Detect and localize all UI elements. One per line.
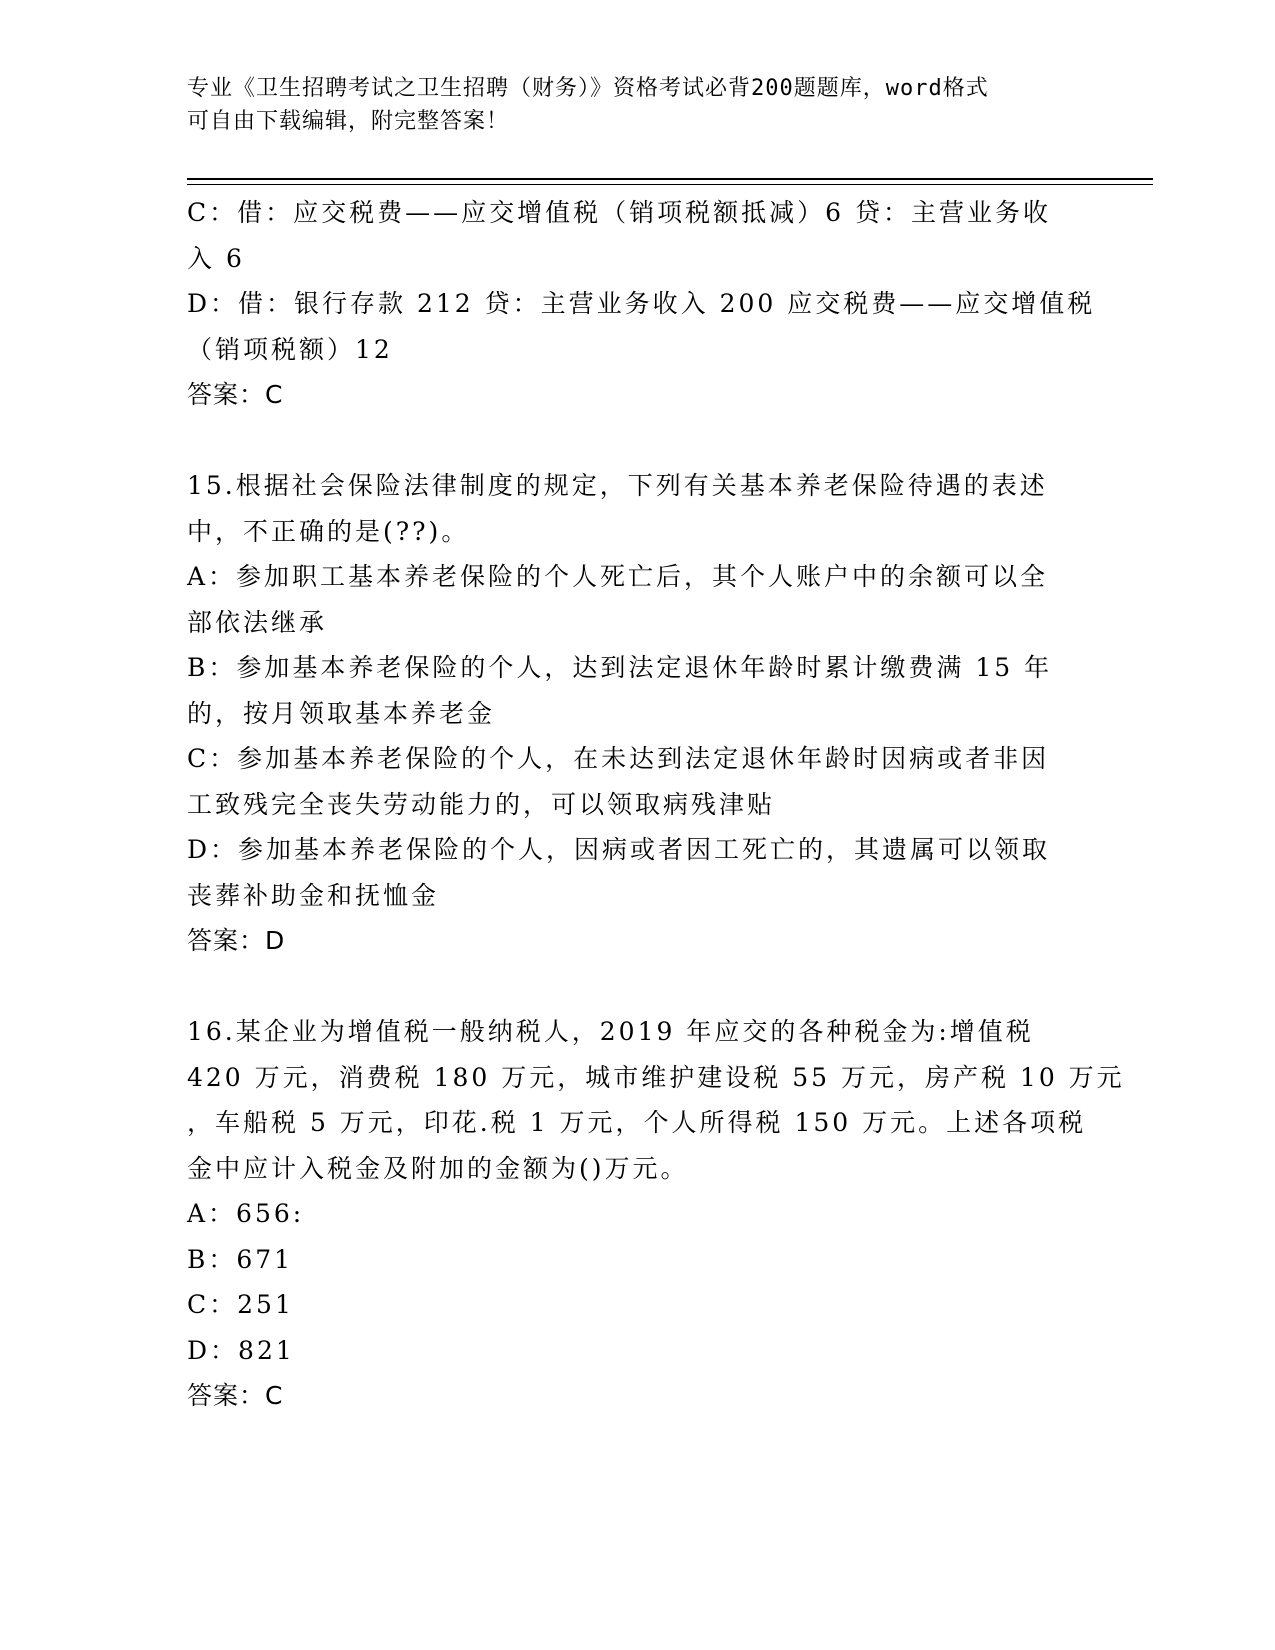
q14-option-d-line-2: （销项税额）12 <box>187 334 393 364</box>
document-header <box>187 72 1067 138</box>
header-divider-thick <box>187 178 1153 180</box>
q15-option-d-line-1: D：参加基本养老保险的个人，因病或者因工死亡的，其遗属可以领取 <box>187 835 1051 864</box>
q15-answer: 答案：D <box>187 926 286 955</box>
q16-option-a: A：656: <box>187 1199 305 1228</box>
question-15 <box>187 463 1067 964</box>
q16-stem-line-4: 金中应计入税金及附加的金额为()万元。 <box>187 1153 689 1183</box>
q16-stem-line-2: 420 万元，消费税 180 万元，城市维护建设税 55 万元，房产税 10 万元 <box>187 1062 1125 1092</box>
spacer <box>187 418 1067 464</box>
q16-stem-line-3: ，车船税 5 万元，印花.税 1 万元，个人所得税 150 万元。上述各项税 <box>187 1108 1087 1137</box>
q15-stem-line-2: 中，不正确的是(??)。 <box>187 516 470 546</box>
header-divider-thin <box>187 184 1153 185</box>
question-14 <box>187 190 1096 418</box>
document-body <box>187 190 1125 1419</box>
question-16 <box>187 1009 1125 1419</box>
spacer <box>187 964 1067 1010</box>
q15-option-c-line-1: C：参加基本养老保险的个人，在未达到法定退休年龄时因病或者非因 <box>187 744 1050 773</box>
header-line-2: 可自由下载编辑，附完整答案！ <box>187 109 510 134</box>
q16-answer: 答案：C <box>187 1381 284 1410</box>
q16-option-b: B：671 <box>187 1244 294 1274</box>
q16-option-c: C：251 <box>187 1290 294 1319</box>
q14-option-d-line-1: D：借：银行存款 212 贷：主营业务收入 200 应交税费——应交增值税 <box>187 289 1096 318</box>
q14-answer: 答案：C <box>187 380 284 409</box>
q15-option-d-line-2: 丧葬补助金和抚恤金 <box>187 880 440 910</box>
q15-option-c-line-2: 工致残完全丧失劳动能力的，可以领取病残津贴 <box>187 789 776 819</box>
q15-option-b-line-1: B：参加基本养老保险的个人，达到法定退休年龄时累计缴费满 15 年 <box>187 653 1053 682</box>
header-line-1: 专业《卫生招聘考试之卫生招聘（财务）》资格考试必背200题题库，word格式 <box>187 76 989 101</box>
q15-option-a-line-2: 部依法继承 <box>187 607 328 637</box>
q14-option-c-line-2: 入 6 <box>187 243 245 273</box>
q14-option-c-line-1: C：借：应交税费——应交增值税（销项税额抵减）6 贷：主营业务收 <box>187 198 1051 227</box>
q16-stem-line-1: 16.某企业为增值税一般纳税人，2019 年应交的各种税金为:增值税 <box>187 1017 1034 1046</box>
q15-stem-line-1: 15.根据社会保险法律制度的规定，下列有关基本养老保险待遇的表述 <box>187 471 1048 500</box>
q15-option-a-line-1: A：参加职工基本养老保险的个人死亡后，其个人账户中的余额可以全 <box>187 562 1049 591</box>
q16-option-d: D：821 <box>187 1335 295 1365</box>
q15-option-b-line-2: 的，按月领取基本养老金 <box>187 698 496 728</box>
